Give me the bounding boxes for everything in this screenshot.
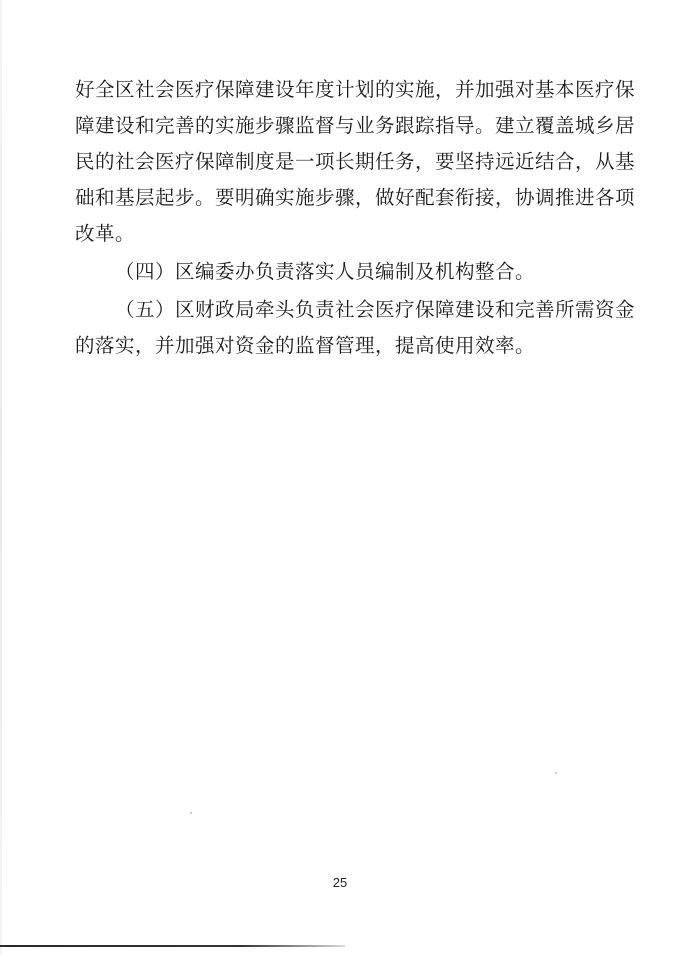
text-line: 民的社会医疗保障制度是一项长期任务，要坚持远近结合，从基 (75, 150, 636, 173)
text-line: 础和基层起步。要明确实施步骤，做好配套衔接，协调推进各项 (75, 186, 636, 209)
item-four-line: （四）区编委办负责落实人员编制及机构整合。 (115, 260, 536, 283)
item-five-line: （五）区财政局牵头负责社会医疗保障建设和完善所需资金 (115, 298, 636, 321)
scan-edge-shadow (0, 0, 2, 955)
text-line: 改革。 (75, 222, 136, 245)
bottom-scan-line (0, 945, 345, 947)
scan-speck (555, 772, 557, 774)
text-line: 障建设和完善的实施步骤监督与业务跟踪指导。建立覆盖城乡居 (75, 114, 636, 137)
item-five-line: 的落实，并加强对资金的监督管理，提高使用效率。 (75, 334, 536, 357)
text-line: 好全区社会医疗保障建设年度计划的实施，并加强对基本医疗保 (75, 78, 636, 101)
scan-speck (190, 812, 192, 814)
document-body (75, 72, 636, 364)
page-number: 25 (332, 875, 348, 890)
